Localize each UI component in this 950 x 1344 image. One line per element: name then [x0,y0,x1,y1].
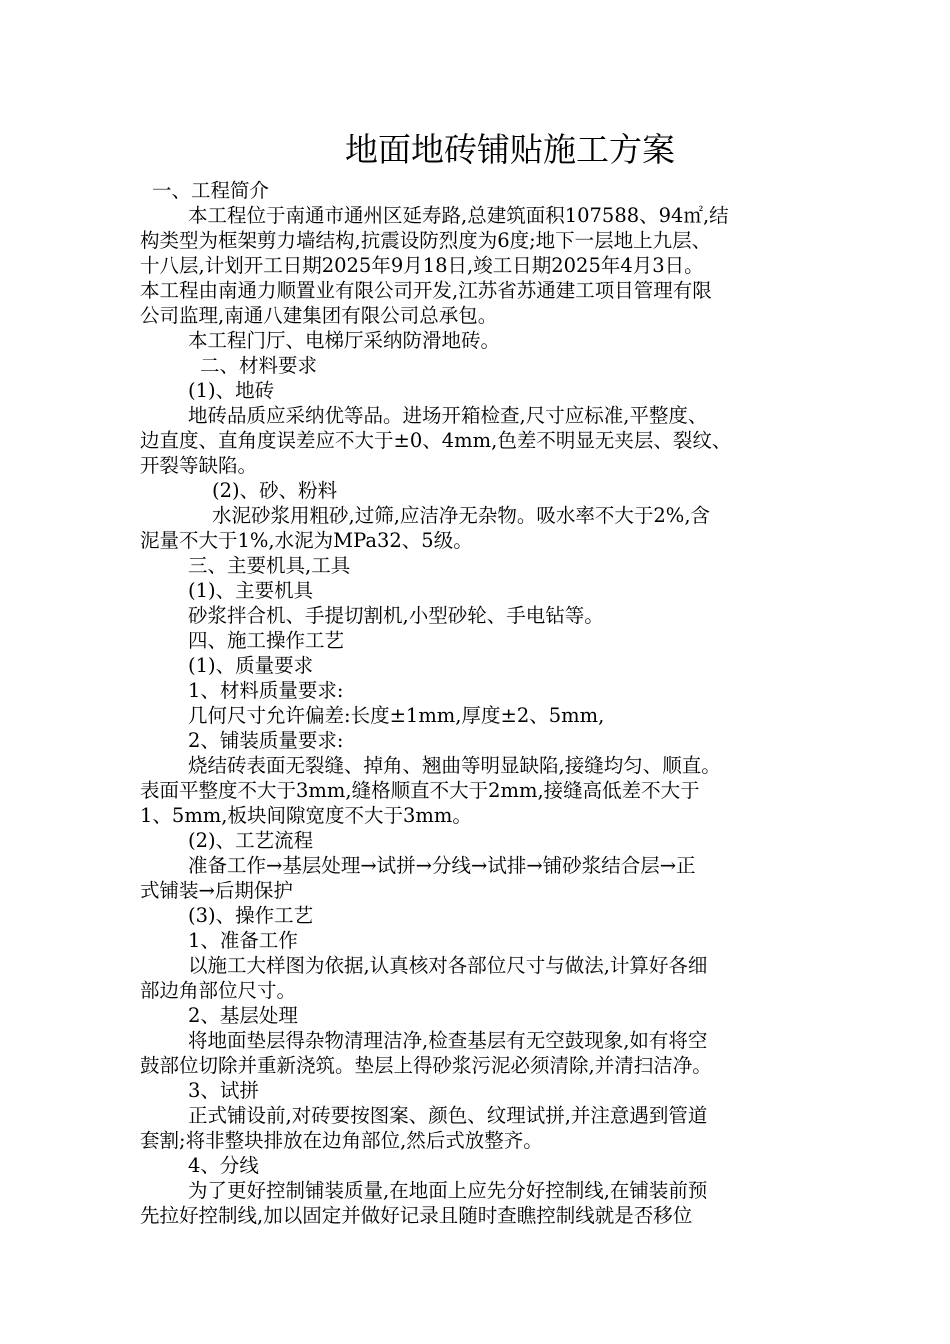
text-line: 1、5mm,板块间隙宽度不大于3mm。 [140,804,472,827]
document-title: 地面地砖铺贴施工方案 [345,130,675,169]
text-line: 边直度、直角度误差应不大于±0、4mm,色差不明显无夹层、裂纹、 [140,429,732,452]
text-line: 1、材料质量要求: [188,679,344,702]
text-line: 将地面垫层得杂物清理洁净,检查基层有无空鼓现象,如有将空 [188,1029,708,1052]
text-line: 以施工大样图为依据,认真核对各部位尺寸与做法,计算好各细 [188,954,708,977]
text-line: 部边角部位尺寸。 [140,979,297,1002]
text-line: 先拉好控制线,加以固定并做好记录且随时查瞧控制线就是否移位 [140,1204,693,1227]
text-line: 本工程由南通力顺置业有限公司开发,江苏省苏通建工项目管理有限 [140,279,712,302]
text-line: 2、铺装质量要求: [188,729,344,752]
text-line: (3)、操作工艺 [188,904,314,927]
text-line: 构类型为框架剪力墙结构,抗震设防烈度为6度;地下一层地上九层、 [140,229,712,252]
text-line: 本工程位于南通市通州区延寿路,总建筑面积107588、94㎡,结 [188,204,729,227]
text-line: 几何尺寸允许偏差:长度±1mm,厚度±2、5mm, [188,704,605,727]
text-line: 3、试拼 [188,1079,259,1102]
text-line: 1、准备工作 [188,929,298,952]
text-line: 一、工程简介 [152,179,270,202]
text-line: 表面平整度不大于3mm,缝格顺直不大于2mm,接缝高低差不大于 [140,779,700,802]
text-line: (2)、工艺流程 [188,829,314,852]
text-line: 4、分线 [188,1154,259,1177]
text-line: 二、材料要求 [200,354,318,377]
text-line: 套割;将非整块排放在边角部位,然后式放整齐。 [140,1129,543,1152]
text-line: (1)、地砖 [188,379,275,402]
text-line: (1)、质量要求 [188,654,314,677]
text-line: 开裂等缺陷。 [140,454,258,477]
text-line: (1)、主要机具 [188,579,314,602]
text-line: 准备工作→基层处理→试拼→分线→试排→铺砂浆结合层→正 [188,854,696,877]
text-line: 公司监理,南通八建集团有限公司总承包。 [140,304,498,327]
text-line: 鼓部位切除并重新浇筑。垫层上得砂浆污泥必须清除,并清扫洁净。 [140,1054,712,1077]
text-line: 地砖品质应采纳优等品。进场开箱检查,尺寸应标准,平整度、 [188,404,708,427]
text-line: 式铺装→后期保护 [140,879,293,902]
text-line: 砂浆拌合机、手提切割机,小型砂轮、手电钻等。 [188,604,604,627]
text-line: (2)、砂、粉料 [212,479,338,502]
text-line: 三、主要机具,工具 [188,554,351,577]
text-line: 泥量不大于1%,水泥为MPa32、5级。 [140,529,473,552]
text-line: 烧结砖表面无裂缝、掉角、翘曲等明显缺陷,接缝均匀、顺直。 [188,754,721,777]
text-line: 为了更好控制铺装质量,在地面上应先分好控制线,在铺装前预 [188,1179,708,1202]
text-line: 本工程门厅、电梯厅采纳防滑地砖。 [188,329,501,352]
text-line: 四、施工操作工艺 [188,629,345,652]
text-line: 2、基层处理 [188,1004,298,1027]
text-line: 十八层,计划开工日期2025年9月18日,竣工日期2025年4月3日。 [140,254,704,277]
text-line: 水泥砂浆用粗砂,过筛,应洁净无杂物。吸水率不大于2%,含 [212,504,711,527]
text-line: 正式铺设前,对砖要按图案、颜色、纹理试拼,并注意遇到管道 [188,1104,708,1127]
